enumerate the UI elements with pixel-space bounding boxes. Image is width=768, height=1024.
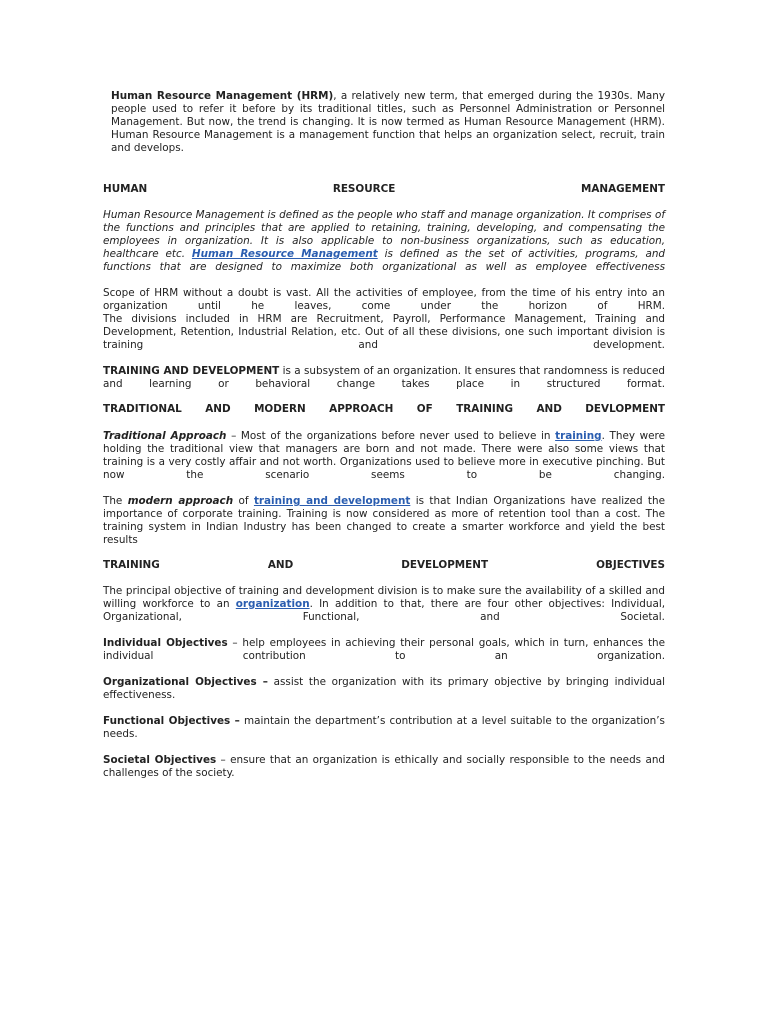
individual-objectives	[103, 637, 665, 663]
definition-paragraph	[103, 209, 665, 274]
functional-objectives	[103, 715, 665, 741]
heading-objectives: TRAINING AND DEVELOPMENT OBJECTIVES	[103, 559, 665, 571]
traditional-text-1: – Most of the organizations before never used to believe in	[226, 430, 556, 442]
organizational-objectives	[103, 676, 665, 702]
societal-objectives	[103, 754, 665, 780]
training-development-text: is a subsystem of an organization. It ensures that randomness is reduced and learning or behavioral change takes place in structured format.	[103, 365, 665, 390]
training-development-term: TRAINING AND DEVELOPMENT	[103, 365, 280, 377]
principal-text-1: The principal objective of training and development division is to make sure the availability of a skilled and willing workforce to an	[103, 585, 665, 610]
societal-term: Societal Objectives	[103, 754, 217, 766]
intro-term: Human Resource Management (HRM)	[111, 90, 334, 102]
traditional-text-2: . They were holding the traditional view that managers are born and not made. There were also some views that training is a very costly affair and not worth. Organizations used to believe more in executive pinching. But now the scenario seems to be changing.	[103, 430, 665, 481]
scope-line-2: The divisions included in HRM are Recruitment, Payroll, Performance Management, Training and Development, Retention, Industrial Relation, etc. Out of all these divisions, one such important division is training and development.	[103, 312, 665, 351]
heading-approach: TRADITIONAL AND MODERN APPROACH OF TRAINING AND DEVLOPMENT	[103, 403, 665, 415]
definition-text-2: is defined as the set of activities, programs, and functions that are designed to maximize both organizational as well as employee effectiveness	[103, 247, 665, 273]
modern-pre: The	[103, 495, 128, 507]
traditional-paragraph	[103, 430, 665, 482]
link-training-and-development[interactable]: training and development	[253, 495, 411, 507]
link-human-resource-management[interactable]: Human Resource Management	[191, 247, 378, 260]
definition-text-1: Human Resource Management is defined as the people who staff and manage organization. It comprises of the functions and principles that are applied to retaining, training, developing, and compensating the employees in organization. It is also applicable to non-business organizations, such as education, healthcare etc.	[103, 209, 665, 260]
modern-mid: of	[233, 495, 254, 507]
societal-text: – ensure that an organization is ethically and socially responsible to the needs and challenges of the society.	[103, 754, 665, 779]
principal-text-2: . In addition to that, there are four other objectives: Individual, Organizational, Functional, and Societal.	[103, 597, 666, 623]
scope-paragraph	[103, 287, 665, 352]
scope-line-1: Scope of HRM without a doubt is vast. All the activities of employee, from the time of his entry into an organization until he leaves, come under the horizon of HRM.	[103, 287, 665, 312]
functional-term: Functional Objectives –	[103, 715, 240, 727]
intro-paragraph	[111, 90, 665, 155]
traditional-term: Traditional Approach	[103, 430, 227, 442]
link-training[interactable]: training	[555, 430, 602, 442]
modern-paragraph	[103, 495, 665, 547]
organizational-text: assist the organization with its primary objective by bringing individual effectiveness.	[103, 676, 665, 701]
principal-paragraph	[103, 585, 665, 624]
link-organization[interactable]: organization	[235, 597, 310, 610]
individual-term: Individual Objectives	[103, 637, 228, 649]
modern-text: is that Indian Organizations have realized the importance of corporate training. Training is now considered as more of retention tool than a cost. The training system in Indian Industry has been changed to create a smarter workforce and yield the best results	[103, 495, 665, 546]
heading-hrm: HUMAN RESOURCE MANAGEMENT	[103, 183, 665, 195]
organizational-term: Organizational Objectives –	[103, 676, 268, 688]
training-development-paragraph	[103, 365, 665, 391]
functional-text: maintain the department’s contribution at a level suitable to the organization’s needs.	[103, 715, 665, 740]
intro-text: , a relatively new term, that emerged during the 1930s. Many people used to refer it before by its traditional titles, such as Personnel Administration or Personnel Management. But now, the trend is changing. It is now termed as Human Resource Management (HRM). Human Resource Management is a management function that helps an organization select, recruit, train and develops.	[111, 90, 665, 154]
individual-text: – help employees in achieving their personal goals, which in turn, enhances the individual contribution to an organization.	[103, 637, 665, 662]
modern-term: modern approach	[127, 495, 234, 507]
